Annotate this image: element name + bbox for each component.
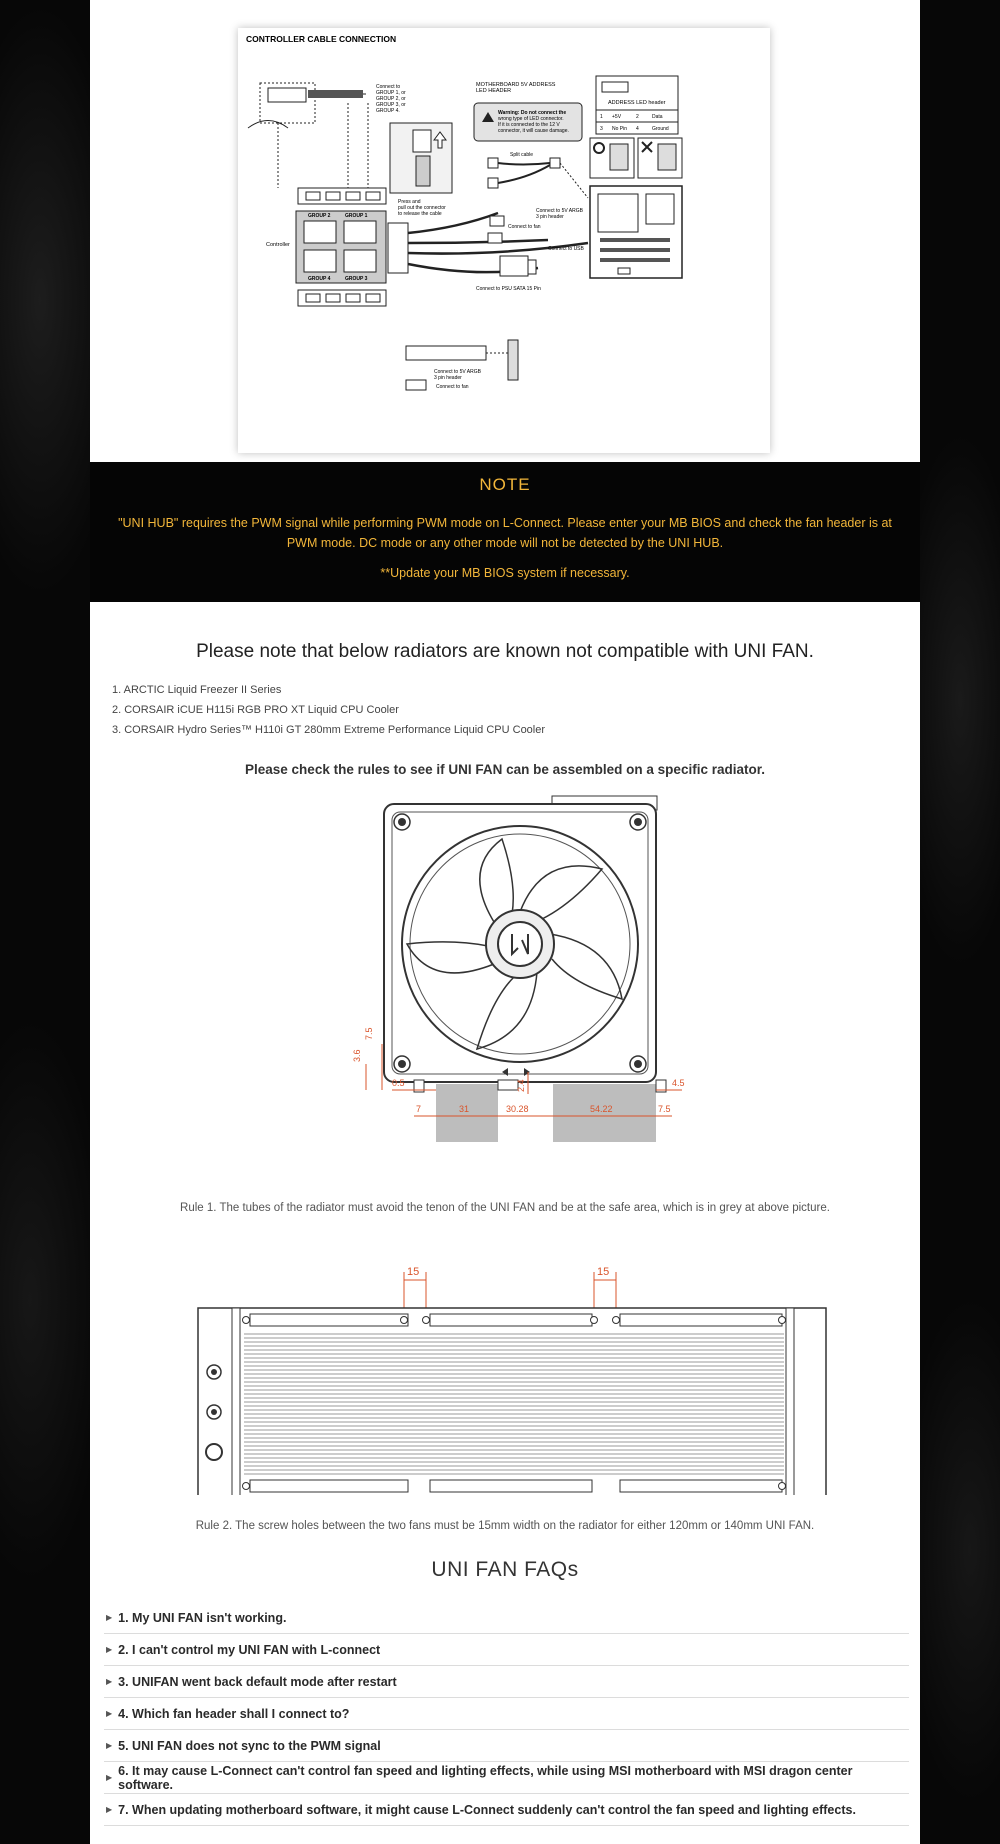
compat-heading: Please note that below radiators are known not compatible with UNI FAN. xyxy=(196,641,814,662)
rule-2-text: Rule 2. The screw holes between the two fans must be 15mm width on the radiator for either 120mm or 140mm UNI FAN. xyxy=(195,1520,815,1532)
radiator-dimension-label: 15 xyxy=(597,1266,610,1278)
psu-sata-connector xyxy=(500,256,528,276)
caret-right-icon: ▶ xyxy=(106,1805,113,1814)
caret-right-icon: ▶ xyxy=(106,1773,113,1782)
radiator-dimension-label: 15 xyxy=(407,1266,420,1278)
dimension-label: 4.5 xyxy=(672,1078,685,1088)
connect-fan-label: Connect to fan xyxy=(508,224,541,230)
dimension-label: 54.22 xyxy=(590,1104,613,1114)
faq-title: UNI FAN FAQs xyxy=(431,1558,579,1581)
faq-question: 4. Which fan header shall I connect to? xyxy=(118,1706,350,1721)
psu-label: Connect to PSU SATA 15 Pin xyxy=(476,286,541,292)
radiator-end-tank-segment xyxy=(430,1480,592,1492)
argb-label-line-1: Connect to 5V ARGB xyxy=(536,208,583,214)
radiator-end-tank-segment xyxy=(620,1480,782,1492)
dimension-label: 2.4 xyxy=(516,1079,526,1092)
pin-table-cell: 1 xyxy=(600,114,603,120)
compatibility-panel xyxy=(90,602,920,1844)
dimension-label: 7 xyxy=(416,1104,422,1114)
warning-line-4: connector, it will cause damage. xyxy=(498,128,569,134)
warning-line-1: Warning: Do not connect the xyxy=(498,110,567,116)
caret-right-icon: ▶ xyxy=(106,1741,113,1750)
radiator-item: 2. CORSAIR iCUE H115i RGB PRO XT Liquid CPU Cooler xyxy=(112,704,399,716)
three-pin-header-icon xyxy=(602,82,628,92)
pin-table-cell: 3 xyxy=(600,126,603,132)
radiator-port-icon xyxy=(206,1444,222,1460)
press-pull-line-3: to release the cable xyxy=(398,211,442,217)
dimension-label: 3.6 xyxy=(352,1049,362,1062)
fan-outline xyxy=(248,121,288,129)
controller-ports xyxy=(388,223,408,273)
argb-header-detail xyxy=(508,340,518,380)
content-column xyxy=(90,0,920,1844)
connect-group-line-4: GROUP 3, or xyxy=(376,102,406,108)
pin-table-cell: 2 xyxy=(636,114,639,120)
press-pull-line-1: Press and xyxy=(398,199,421,205)
dimension-label: 7.5 xyxy=(364,1027,374,1040)
connect-group-line-1: Connect to xyxy=(376,84,401,90)
faq-accordion xyxy=(104,1602,909,1826)
screw-hole-icon xyxy=(401,1317,408,1324)
faq-item[interactable] xyxy=(104,1762,909,1794)
radiator-dimension-lines xyxy=(404,1272,616,1308)
dimension-label: 7.5 xyxy=(658,1104,671,1114)
faq-question: 1. My UNI FAN isn't working. xyxy=(118,1610,287,1625)
pin-table-cell: 4 xyxy=(636,126,639,132)
cable-connection-diagram xyxy=(238,28,770,453)
group-label: GROUP 2 xyxy=(308,213,331,219)
dimension-label: 30.28 xyxy=(506,1104,529,1114)
radiator-item: 1. ARCTIC Liquid Freezer II Series xyxy=(112,684,282,696)
note-footer: **Update your MB BIOS system if necessary. xyxy=(380,566,630,580)
bottom-fan-label: Connect to fan xyxy=(436,384,469,390)
faq-item[interactable] xyxy=(104,1666,909,1698)
caret-right-icon: ▶ xyxy=(106,1677,113,1686)
connect-usb-label: Connect to USB xyxy=(548,246,584,252)
radiator-spacing-figure xyxy=(196,1252,828,1495)
press-pull-line-2: pull out the connector xyxy=(398,205,446,211)
screw-hole-icon xyxy=(423,1317,430,1324)
note-section xyxy=(90,462,920,602)
cable-diagram-panel xyxy=(90,0,920,462)
screw-hole-icon xyxy=(613,1317,620,1324)
faq-question: 5. UNI FAN does not sync to the PWM signal xyxy=(118,1738,381,1753)
note-body: "UNI HUB" requires the PWM signal while performing PWM mode on L-Connect. Please enter your MB BIOS and check the fan header is at PWM mode. DC mode or any other mode will not be detected by the UNI HUB. xyxy=(118,516,892,550)
group-label: GROUP 1 xyxy=(345,213,368,219)
faq-item[interactable] xyxy=(104,1698,909,1730)
faq-item[interactable] xyxy=(104,1730,909,1762)
argb-label-line-2: 3 pin header xyxy=(536,214,564,220)
radiator-end-tank-segment xyxy=(430,1314,592,1326)
fan-plug xyxy=(268,88,306,102)
diagram-title: CONTROLLER CABLE CONNECTION xyxy=(246,34,397,44)
note-title: NOTE xyxy=(479,475,531,494)
caret-right-icon: ▶ xyxy=(106,1709,113,1718)
dimension-label: 31 xyxy=(459,1104,470,1114)
connect-group-line-5: GROUP 4. xyxy=(376,108,400,114)
split-cable-label: Split cable xyxy=(510,152,534,158)
pin-table-cell: +5V xyxy=(612,114,622,120)
faq-item[interactable] xyxy=(104,1602,909,1634)
pin-table-cell: Data xyxy=(652,114,663,120)
pin-table-cell: No Pin xyxy=(612,126,628,132)
warning-line-3: If it is connected to the 12 V xyxy=(498,122,560,128)
faq-question: 7. When updating motherboard software, it might cause L-Connect suddenly can't control the fan speed and lighting effects. xyxy=(118,1802,856,1817)
screw-hole-icon xyxy=(591,1317,598,1324)
caret-right-icon: ▶ xyxy=(106,1613,113,1622)
mb-header-line-2: LED HEADER xyxy=(476,88,512,94)
connect-group-line-3: GROUP 2, or xyxy=(376,96,406,102)
faq-item[interactable] xyxy=(104,1794,909,1826)
controller-label: Controller xyxy=(266,242,290,248)
radiator-end-tank-segment xyxy=(620,1314,782,1326)
warning-line-2: wrong type of LED connector. xyxy=(498,116,564,122)
faq-question: 3. UNIFAN went back default mode after restart xyxy=(118,1674,397,1689)
incompatible-radiator-list xyxy=(112,680,545,740)
faq-question: 2. I can't control my UNI FAN with L-connect xyxy=(118,1642,381,1657)
fan-cable-connector xyxy=(308,90,363,98)
pin-table-cell: Ground xyxy=(652,126,669,132)
radiator-body xyxy=(198,1308,826,1495)
dimension-label: 0.5 xyxy=(392,1078,405,1088)
bottom-argb-line-1: Connect to 5V ARGB xyxy=(434,369,481,375)
address-led-header-label: ADDRESS LED header xyxy=(608,100,666,106)
faq-question: 6. It may cause L-Connect can't control fan speed and lighting effects, while using MSI motherboard with MSI dragon center software. xyxy=(118,1763,853,1792)
fan-dimension-figure xyxy=(302,794,702,1192)
rule-1-text: Rule 1. The tubes of the radiator must avoid the tenon of the UNI FAN and be at the safe area, which is in grey at above picture. xyxy=(180,1202,830,1214)
radiator-item: 3. CORSAIR Hydro Series™ H110i GT 280mm Extreme Performance Liquid CPU Cooler xyxy=(112,724,546,736)
radiator-end-tank-segment xyxy=(250,1480,408,1492)
mb-header-line-1: MOTHERBOARD 5V ADDRESS xyxy=(476,82,556,88)
group-label: GROUP 3 xyxy=(345,276,368,282)
faq-item[interactable] xyxy=(104,1634,909,1666)
bottom-argb-line-2: 3 pin header xyxy=(434,375,462,381)
connect-group-line-2: GROUP 1, or xyxy=(376,90,406,96)
radiator-end-tank-segment xyxy=(250,1314,408,1326)
rules-heading: Please check the rules to see if UNI FAN can be assembled on a specific radiator. xyxy=(245,762,765,777)
caret-right-icon: ▶ xyxy=(106,1645,113,1654)
group-label: GROUP 4 xyxy=(308,276,331,282)
